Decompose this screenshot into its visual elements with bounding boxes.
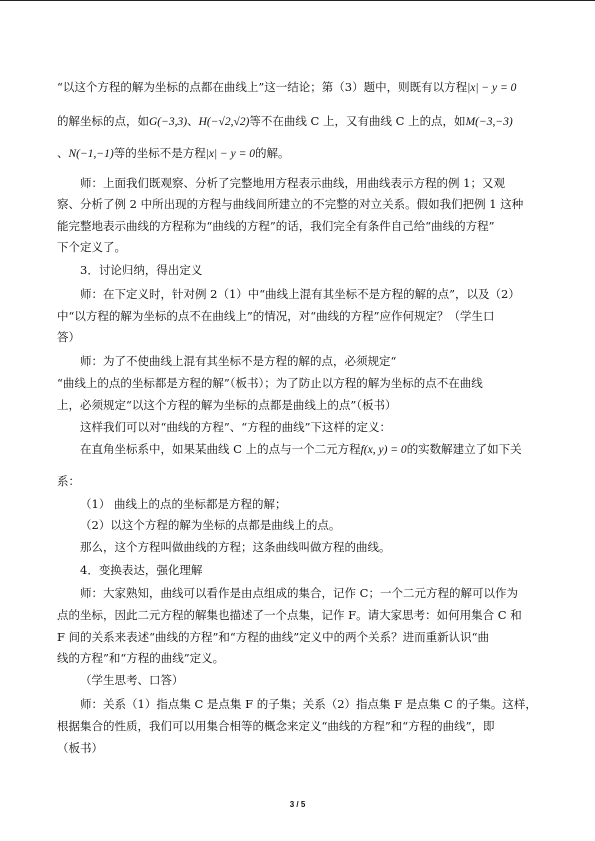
paragraph-line: 师：为了不使曲线上混有其坐标不是方程的解的点，必须规定“ — [80, 354, 397, 368]
paragraph-line: 点的坐标，因此二元方程的解集也描述了一个点集，记作 F。请大家思考：如何用集合 C 和 — [57, 608, 522, 622]
paragraph-line: 师：关系（1）指点集 C 是点集 F 的子集；关系（2）指点集 F 是点集 C 的子集。这样， — [80, 697, 537, 711]
paragraph-line: （学生思考、口答） — [80, 673, 184, 687]
paragraph-line: 线的方程”和“方程的曲线”定义。 — [57, 651, 225, 665]
paragraph-line: （板书） — [57, 741, 103, 755]
paragraph-line: 师：上面我们既观察、分析了完整地用方程表示曲线，用曲线表示方程的例 1；又观 — [80, 176, 505, 190]
paragraph-line: F 间的关系来表述“曲线的方程”和“方程的曲线”定义中的两个关系？进而重新认识“曲 — [57, 630, 490, 644]
paragraph-line: “曲线上的点的坐标都是方程的解”（板书）；为了防止以方程的解为坐标的点不在曲线 — [57, 376, 483, 390]
section-heading: 4．变换表达，强化理解 — [80, 563, 203, 577]
paragraph-line: 这样我们可以对“曲线的方程”、“方程的曲线”下这样的定义： — [80, 420, 392, 434]
definition-item: （1） 曲线上的点的坐标都是方程的解； — [80, 497, 287, 511]
header-rule — [0, 0, 595, 1]
text-line: “以这个方程的解为坐标的点都在曲线上”这一结论；第（3）题中，则既有以方程|x| − y = 0 — [57, 80, 517, 94]
paragraph-line: 察、分析了例 2 中所出现的方程与曲线间所建立的不完整的对立关系。假如我们把例 1 这种 — [57, 197, 524, 211]
paragraph-line: 上，必须规定“以这个方程的解为坐标的点都是曲线上的点”（板书） — [57, 398, 397, 412]
paragraph-line: 中“以方程的解为坐标的点不在曲线上”的情况，对“曲线的方程”应作何规定？（学生口 — [57, 309, 495, 323]
paragraph-line: 师：在下定义时，针对例 2（1）中“曲线上混有其坐标不是方程的解的点”，以及（2） — [80, 287, 520, 301]
text-line: 的解坐标的点，如G(−3,3)、H(−√2,√2)等不在曲线 C 上，又有曲线 C 上的点，如M(−3,−3) — [57, 114, 513, 128]
section-heading: 3．讨论归纳，得出定义 — [80, 263, 203, 277]
paragraph-line: 答） — [57, 330, 80, 344]
definition-item: （2）以这个方程的解为坐标的点都是曲线上的点。 — [80, 518, 341, 532]
page-number: 3 / 5 — [289, 800, 306, 809]
paragraph-line: 能完整地表示曲线的方程称为“曲线的方程”的话，我们完全有条件自己给“曲线的方程” — [57, 219, 495, 233]
paragraph-line: 下个定义了。 — [57, 240, 126, 254]
paragraph-line: 系： — [57, 474, 80, 488]
text-line: 、N(−1,−1)等的坐标不是方程|x| − y = 0的解。 — [57, 146, 290, 160]
paragraph-line: 那么，这个方程叫做曲线的方程；这条曲线叫做方程的曲线。 — [80, 540, 391, 554]
text-line: 在直角坐标系中，如果某曲线 C 上的点与一个二元方程f(x, y) = 0的实数解建立了如下关 — [80, 442, 522, 456]
paragraph-line: 根据集合的性质，我们可以用集合相等的概念来定义“曲线的方程”和“方程的曲线”，即 — [57, 719, 495, 733]
paragraph-line: 师：大家熟知，曲线可以看作是由点组成的集合，记作 C；一个二元方程的解可以作为 — [80, 586, 518, 600]
